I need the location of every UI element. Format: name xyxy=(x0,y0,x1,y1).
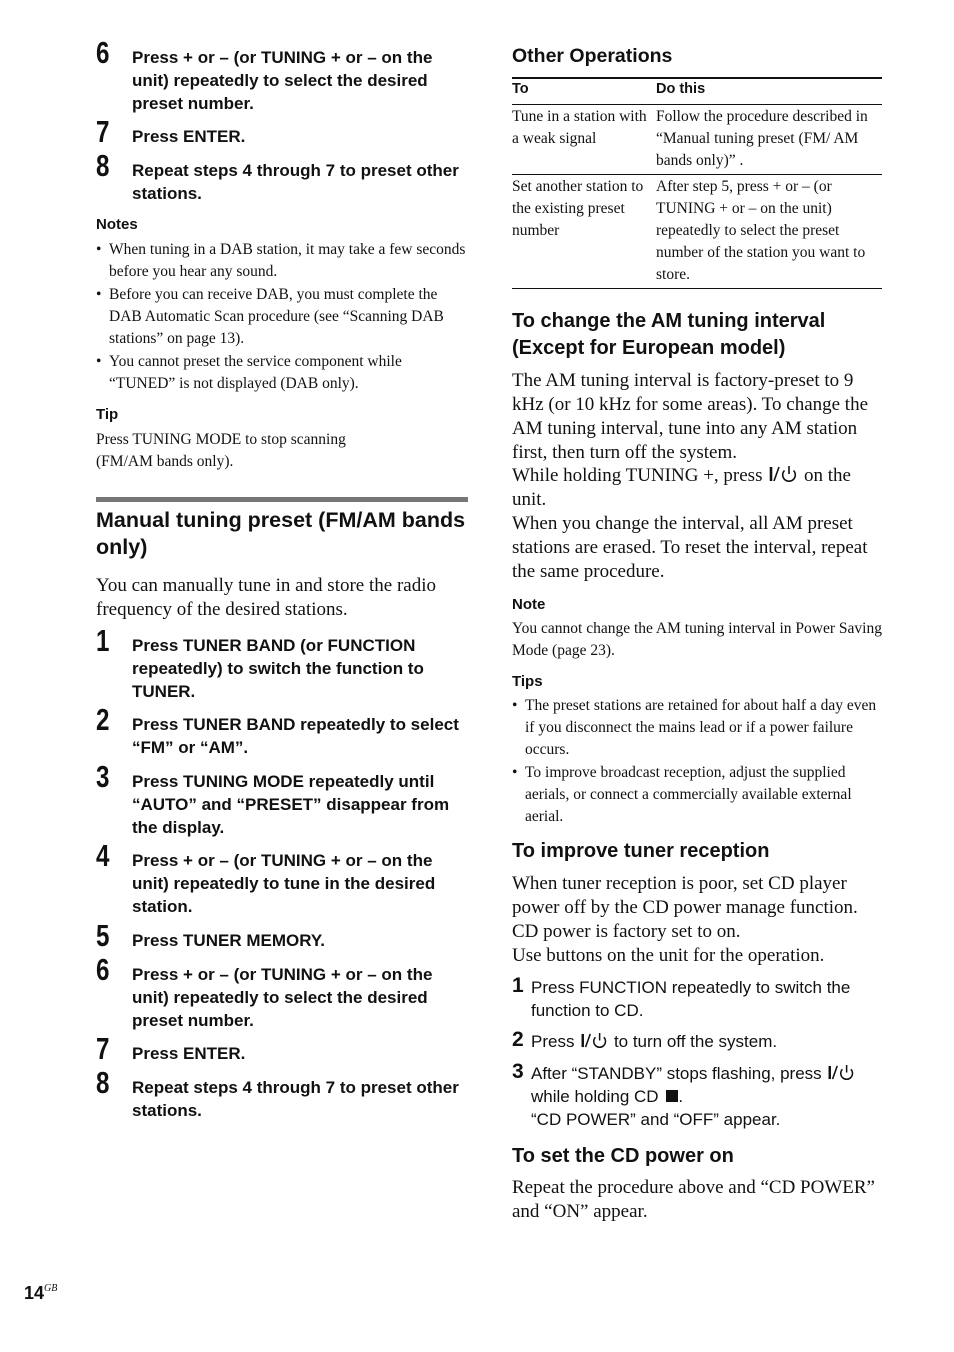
page-number: $14^{GB}$ xyxy=(24,1283,58,1303)
section-title: Manual tuning preset (FM/AM bands only) xyxy=(96,508,466,559)
table-cell: Follow the procedure described in “Manual tuning preset (FM/ AM bands only)” . xyxy=(656,108,868,169)
power-icon xyxy=(826,1063,856,1082)
cd-power-on-text: Repeat the procedure above and “CD POWER” and “ON” appear. xyxy=(512,1177,875,1222)
table-cell: Set another station to the existing preset number xyxy=(512,178,644,239)
table-header-rule xyxy=(512,104,882,105)
section-rule xyxy=(96,497,468,502)
cd-power-on-title: To set the CD power on xyxy=(512,1145,734,1167)
am-paragraph-3: When you change the interval, all AM preset stations are erased. To reset the interval, repeat the same procedure. xyxy=(512,513,868,582)
table-cell: Tune in a station with a weak signal xyxy=(512,108,647,147)
improve-reception-title: To improve tuner reception xyxy=(512,840,770,862)
am-paragraph-1: The AM tuning interval is factory-preset to 9 kHz (or 10 kHz for some areas). To change the AM tuning interval, tune into any AM station first, then turn off the system. xyxy=(512,370,869,463)
am-paragraph-2: While holding TUNING +, press on the unit. xyxy=(512,465,851,510)
stop-icon xyxy=(666,1090,678,1102)
tips-heading: Tips xyxy=(512,673,543,690)
improve-paragraph-2: CD power is factory set to on. xyxy=(512,921,741,942)
section-intro: You can manually tune in and store the radio frequency of the desired stations. xyxy=(96,575,436,620)
am-interval-title: To change the AM tuning interval (Except for European model) xyxy=(512,310,826,359)
table-cell: After step 5, press + or – (or TUNING + or – on the unit) repeatedly to select the preset number of the station you want to store. xyxy=(656,178,866,283)
note-heading: Note xyxy=(512,596,546,613)
note-text: You cannot change the AM tuning interval in Power Saving Mode (page 23). xyxy=(512,620,882,659)
tip-heading: Tip xyxy=(96,406,119,423)
improve-paragraph-3: Use buttons on the unit for the operation. xyxy=(512,945,825,966)
notes-heading: Notes xyxy=(96,216,138,233)
power-icon xyxy=(767,464,799,484)
table-header-do-this: Do this xyxy=(656,81,706,97)
table-top-rule xyxy=(512,77,882,79)
table-header-to: To xyxy=(512,81,529,97)
power-icon xyxy=(579,1031,609,1050)
other-operations-title: Other Operations xyxy=(512,45,673,67)
tip-text: Press TUNING MODE to stop scanning (FM/AM bands only). xyxy=(96,431,346,470)
table-row-rule xyxy=(512,174,882,175)
table-bottom-rule xyxy=(512,288,882,289)
improve-paragraph-1: When tuner reception is poor, set CD player power off by the CD power manage function. xyxy=(512,873,858,918)
